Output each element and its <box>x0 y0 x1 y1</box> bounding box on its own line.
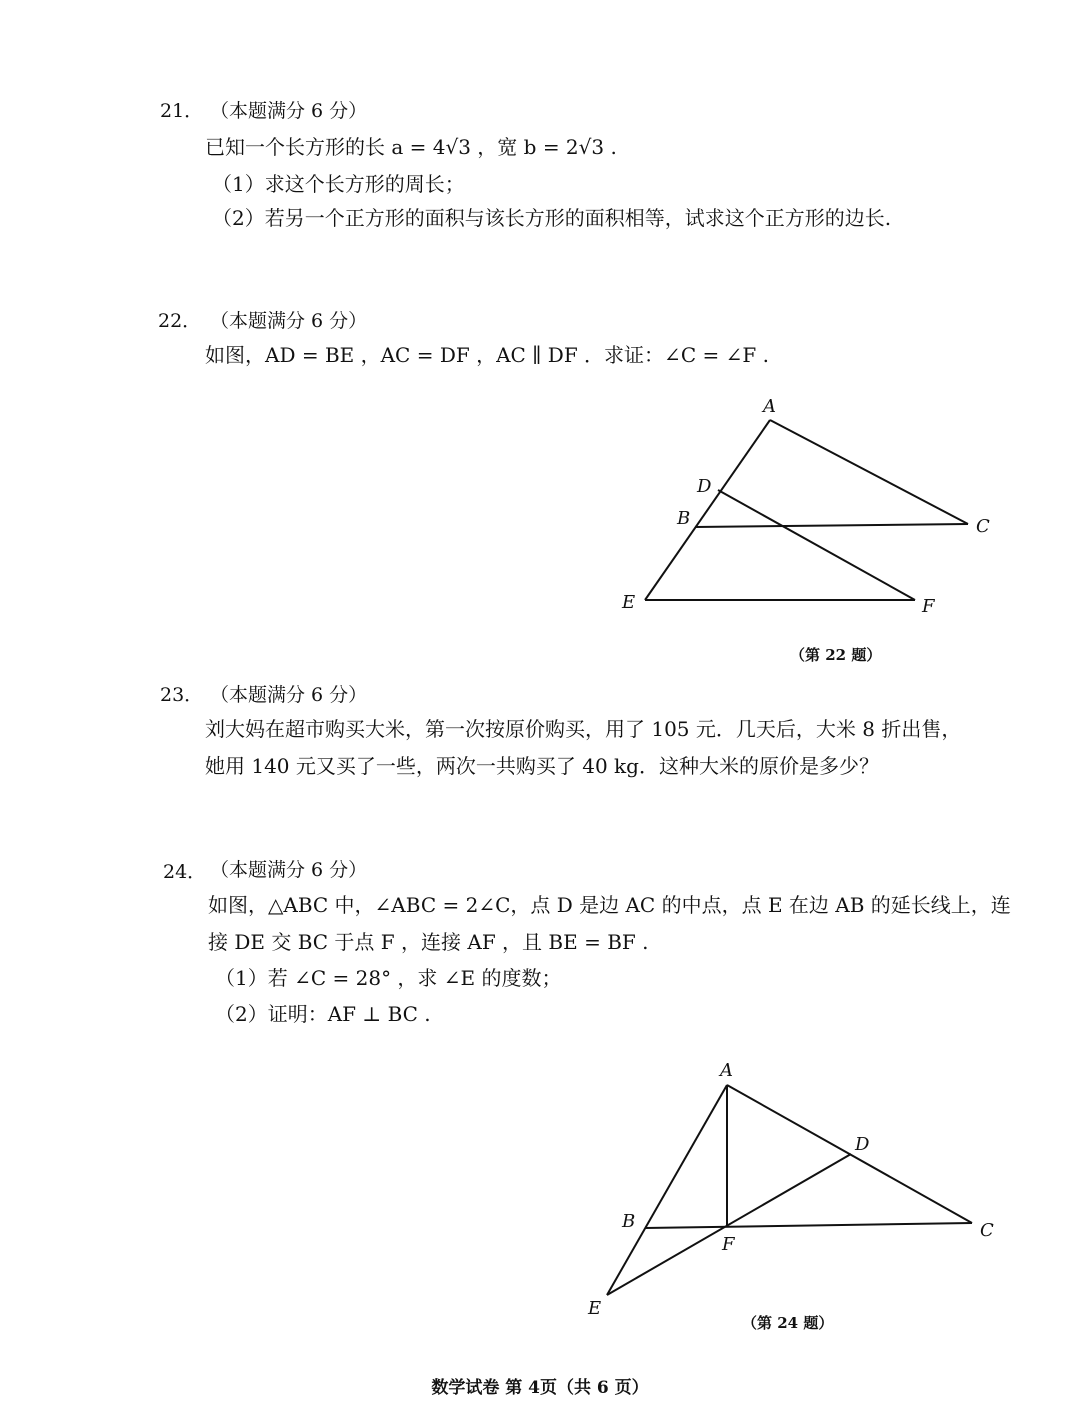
q24-part2: （2）证明：AF ⊥ BC . <box>215 1002 431 1026</box>
q23-header: （本题满分 6 分） <box>210 684 368 706</box>
q21-part2: （2）若另一个正方形的面积与该长方形的面积相等，试求这个正方形的边长. <box>212 206 892 230</box>
q22-label-d: D <box>697 476 712 497</box>
q22-number: 22． <box>158 310 202 332</box>
q22-label-e: E <box>622 592 636 613</box>
q24-label-e: E <box>588 1298 602 1319</box>
q23-line2: 她用 140 元又买了一些，两次一共购买了 40 kg．这种大米的原价是多少？ <box>205 754 879 778</box>
q21-header: （本题满分 6 分） <box>210 100 368 122</box>
q22-label-c: C <box>976 516 990 537</box>
q21-number: 21． <box>160 100 204 122</box>
q24-line-bc <box>645 1223 972 1228</box>
q22-label-f: F <box>922 596 935 617</box>
q24-part1: （1）若 ∠C = 28° ，求 ∠E 的度数； <box>215 966 562 990</box>
q21-stem: 已知一个长方形的长 a = 4√3 ，宽 b = 2√3 . <box>205 135 617 159</box>
q23-number: 23． <box>160 684 204 706</box>
q24-line-ae <box>607 1085 727 1295</box>
q24-header: （本题满分 6 分） <box>210 859 368 881</box>
q22-header: （本题满分 6 分） <box>210 310 368 332</box>
q24-label-b: B <box>622 1211 636 1232</box>
q24-label-d: D <box>855 1134 870 1155</box>
q24-label-c: C <box>980 1220 994 1241</box>
q22-label-b: B <box>677 508 691 529</box>
q24-caption: （第 24 题） <box>742 1314 834 1332</box>
q24-label-f: F <box>722 1234 735 1255</box>
q22-caption: （第 22 题） <box>790 646 882 664</box>
q23-line1: 刘大妈在超市购买大米，第一次按原价购买，用了 105 元．几天后，大米 8 折出售， <box>205 717 962 741</box>
q22-label-a: A <box>763 396 776 417</box>
q21-part1: （1）求这个长方形的周长； <box>212 172 465 196</box>
page-footer: 数学试卷 第 4页（共 6 页） <box>431 1378 649 1398</box>
q24-number: 24． <box>163 861 207 883</box>
q24-label-a: A <box>720 1060 733 1081</box>
q24-line1: 如图，△ABC 中，∠ABC = 2∠C，点 D 是边 AC 的中点，点 E 在边 AB 的延长线上，连 <box>208 893 1011 917</box>
q22-stem: 如图，AD = BE ，AC = DF ，AC ∥ DF ．求证：∠C = ∠F . <box>205 343 769 367</box>
q24-line2: 接 DE 交 BC 于点 F ，连接 AF ，且 BE = BF . <box>208 930 649 954</box>
